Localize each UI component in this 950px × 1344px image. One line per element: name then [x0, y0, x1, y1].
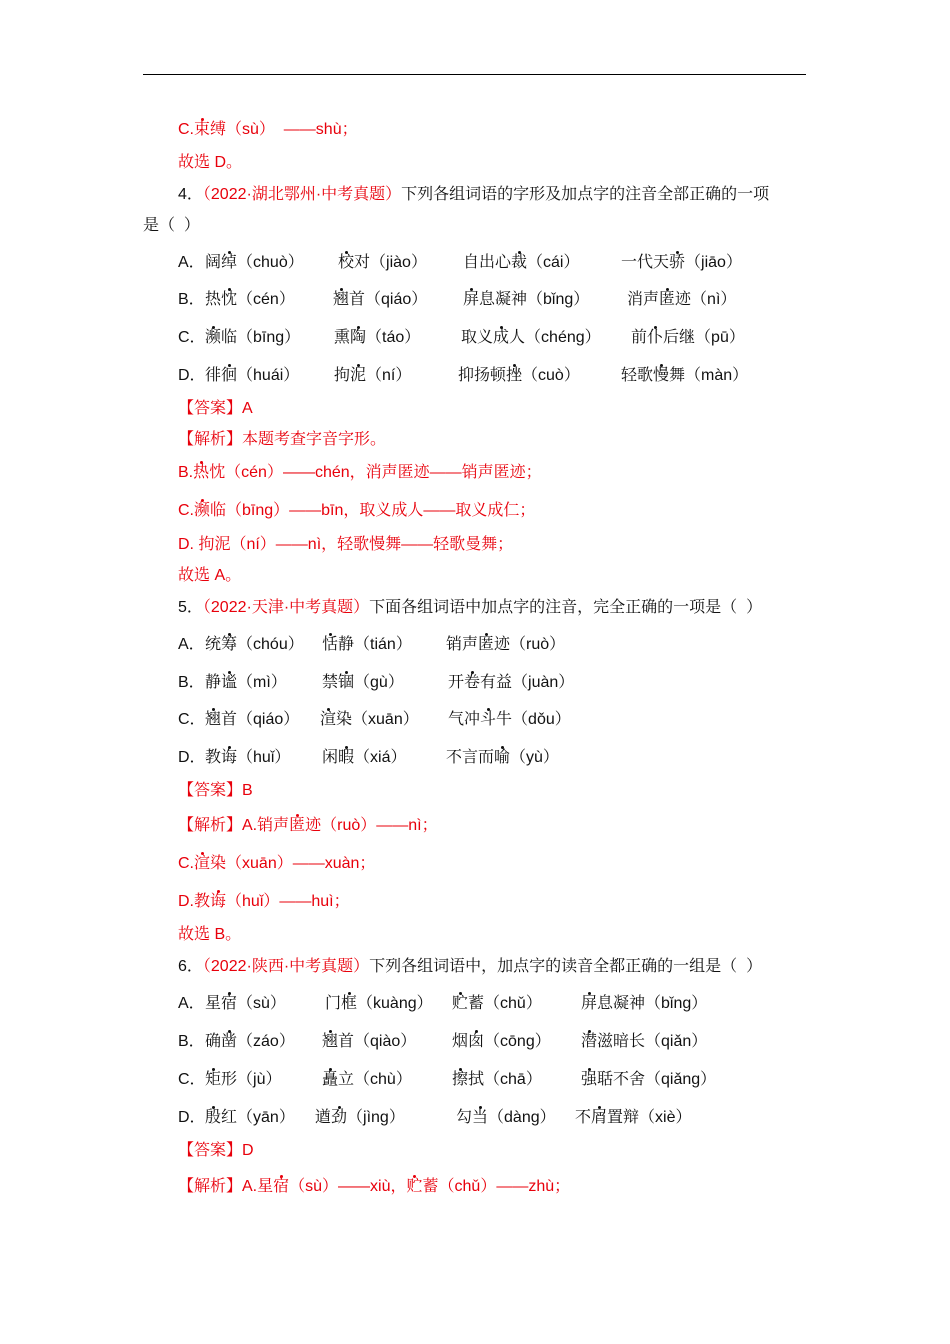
pinyin: （záo）	[237, 1033, 295, 1050]
emphasized-char: 强	[581, 1071, 598, 1088]
emphasized-char: 谧	[221, 674, 238, 691]
term-text: 后继	[663, 329, 696, 346]
pinyin: （táo）	[366, 329, 421, 346]
option-term	[205, 673, 287, 693]
emphasized-char: 热	[193, 464, 210, 481]
option-term	[205, 748, 290, 768]
question-4-conclusion	[178, 566, 241, 586]
question-6-answer	[178, 1141, 254, 1161]
term-text: 滋暗长	[597, 1033, 646, 1050]
text-segment: （sù）——xiù，	[289, 1178, 407, 1195]
emphasized-char: 渲	[320, 711, 337, 728]
term-text: 红	[221, 1109, 238, 1126]
pinyin: （cén）	[237, 291, 295, 308]
emphasized-char: 陶	[350, 329, 367, 346]
emphasized-char: 濒	[194, 502, 211, 519]
emphasized-char: 翘	[322, 1033, 339, 1050]
question-4-stem-continued-text: 是（ ）	[143, 217, 200, 234]
term-text: 蓄	[468, 995, 485, 1012]
question-6-option-a	[0, 994, 950, 1014]
pinyin: （qiáo）	[237, 711, 300, 728]
pinyin: （pū）	[695, 329, 745, 346]
term-text: 首	[349, 291, 366, 308]
option-term	[315, 1108, 405, 1128]
pinyin: （xiè）	[639, 1109, 692, 1126]
text-segment: 【解析】本题考查字音字形。	[178, 431, 387, 448]
term-text: 销声	[446, 636, 479, 653]
term-text: 不言而	[446, 749, 495, 766]
emphasized-char: 宿	[273, 1178, 290, 1195]
term-text: 勾	[456, 1109, 473, 1126]
term-text: 人	[509, 329, 526, 346]
text-segment: 缚（sù） ——shù；	[210, 121, 358, 138]
option-term	[452, 1032, 551, 1052]
text-segment: 蓄（chǔ）——zhù；	[422, 1178, 571, 1195]
pinyin: （kuàng）	[357, 995, 433, 1012]
pinyin: （tián）	[354, 636, 412, 653]
emphasized-char: 忱	[221, 291, 238, 308]
term-text: 气冲	[448, 711, 481, 728]
emphasized-char: 束	[194, 121, 211, 138]
text-segment: C.	[178, 502, 194, 519]
pinyin: （xiá）	[354, 749, 407, 766]
pinyin: （qiào）	[354, 1033, 417, 1050]
question-5-answer-text: 【答案】B	[178, 782, 253, 799]
term-text: 迹	[494, 636, 511, 653]
emphasized-char: 喻	[494, 749, 511, 766]
option-term	[461, 328, 601, 348]
term-text: 息凝神	[597, 995, 646, 1012]
question-4-answer	[178, 399, 253, 419]
emphasized-char: 矗	[322, 1071, 339, 1088]
pinyin: （nì）	[691, 291, 737, 308]
emphasized-char: 当	[472, 1109, 489, 1126]
emphasized-char: 诲	[221, 749, 238, 766]
term-text: 迹	[675, 291, 692, 308]
question-5-answer	[178, 781, 253, 801]
emphasized-char: 擦	[452, 1071, 469, 1088]
pinyin: （qiǎn）	[645, 1033, 708, 1050]
option-label: A．	[178, 636, 205, 653]
pinyin: （dǒu）	[512, 711, 571, 728]
pinyin: （cōng）	[484, 1033, 551, 1050]
term-text: 形	[221, 1071, 238, 1088]
question-4-analysis-line	[178, 463, 542, 483]
emphasized-char: 徊	[221, 367, 238, 384]
question-6-option-d	[0, 1108, 950, 1128]
pinyin: （cái）	[527, 254, 580, 271]
emphasized-char: 骄	[669, 254, 686, 271]
option-term	[581, 994, 707, 1014]
text-segment: C.	[178, 855, 194, 872]
option-term	[581, 1070, 716, 1090]
pinyin: （qiǎng）	[645, 1071, 717, 1088]
term-text: 烟	[452, 1033, 469, 1050]
option-label: B．	[178, 1033, 205, 1050]
text-segment: D.教	[178, 893, 211, 910]
term-text: 徘	[205, 367, 222, 384]
term-text: 不	[575, 1109, 592, 1126]
header-rule	[143, 74, 806, 75]
option-label: C．	[178, 329, 206, 346]
option-term	[575, 1108, 692, 1128]
emphasized-char: 贮	[452, 995, 469, 1012]
option-term	[325, 994, 433, 1014]
option-term	[463, 253, 580, 273]
pinyin: （chéng）	[525, 329, 601, 346]
question-6-option-b	[0, 1032, 950, 1052]
emphasized-char: 囱	[468, 1033, 485, 1050]
term-text: 星	[205, 995, 222, 1012]
emphasized-char: 挫	[506, 367, 523, 384]
option-term	[458, 366, 580, 386]
emphasized-char: 校	[338, 254, 355, 271]
option-label: D．	[178, 749, 206, 766]
pinyin: （bīng）	[237, 329, 301, 346]
option-label: C．	[178, 711, 206, 728]
emphasized-char: 成	[493, 329, 510, 346]
emphasized-char: 筹	[221, 636, 238, 653]
emphasized-char: 卷	[464, 674, 481, 691]
pinyin: （yù）	[510, 749, 559, 766]
question-4-stem	[178, 185, 769, 205]
pinyin: （huǐ）	[237, 749, 291, 766]
term-text: 染	[336, 711, 353, 728]
question-4-analysis-line	[178, 430, 386, 450]
question-5-option-c	[0, 710, 950, 730]
text-segment: C.	[178, 121, 194, 138]
emphasized-char: 殷	[205, 1109, 222, 1126]
emphasized-char: 诲	[210, 893, 227, 910]
term-text: 热	[205, 291, 222, 308]
question-number: 6．	[178, 958, 203, 975]
option-term	[456, 1108, 556, 1128]
term-text: 临	[221, 329, 238, 346]
term-text: 统	[205, 636, 222, 653]
option-label: D．	[178, 1109, 206, 1126]
term-text: 一代天	[621, 254, 670, 271]
term-text: 抑扬顿	[458, 367, 507, 384]
emphasized-char: 匿	[289, 817, 306, 834]
emphasized-char: 恬	[322, 636, 339, 653]
option-term	[205, 1070, 282, 1090]
question-5-conclusion	[178, 925, 241, 945]
emphasized-char: 劲	[331, 1109, 348, 1126]
text-segment: 染（xuān）——xuàn；	[210, 855, 376, 872]
question-4-option-d	[0, 366, 950, 386]
term-text: 开	[448, 674, 465, 691]
emphasized-char: 屑	[591, 1109, 608, 1126]
term-text: 前	[631, 329, 648, 346]
question-5-analysis-line	[178, 892, 350, 912]
pinyin: （bǐng）	[527, 291, 590, 308]
pinyin: （chuò）	[237, 254, 304, 271]
option-term	[322, 635, 412, 655]
emphasized-char: 翘	[333, 291, 350, 308]
pinyin: （gù）	[354, 674, 404, 691]
question-4-option-c	[0, 328, 950, 348]
text-segment: 【解析】A.星	[178, 1178, 274, 1195]
emphasized-char: 翘	[205, 711, 222, 728]
option-term	[205, 635, 304, 655]
text-segment: D. 拘泥（ní）——nì，轻歌慢舞——轻歌曼舞；	[178, 536, 514, 553]
pinyin: （màn）	[685, 367, 749, 384]
option-label: D．	[178, 367, 206, 384]
option-term	[452, 994, 542, 1014]
pinyin: （juàn）	[512, 674, 575, 691]
term-text: 消声	[627, 291, 660, 308]
question-6-stem	[178, 957, 762, 977]
question-5-analysis-line	[178, 816, 438, 836]
emphasized-char: 屏	[463, 291, 480, 308]
prev-conclusion-line	[178, 153, 242, 173]
pinyin: （jiāo）	[685, 254, 742, 271]
option-term	[448, 710, 571, 730]
emphasized-char: 慢	[653, 367, 670, 384]
pinyin: （jù）	[237, 1071, 282, 1088]
option-term	[320, 710, 419, 730]
option-term	[334, 366, 411, 386]
term-text: 闲	[322, 749, 339, 766]
term-text: 取义	[461, 329, 494, 346]
emphasized-char: 匿	[659, 291, 676, 308]
option-label: B．	[178, 674, 205, 691]
emphasized-char: 锢	[338, 674, 355, 691]
term-text: 置辩	[607, 1109, 640, 1126]
term-text: 静	[205, 674, 222, 691]
text-segment: B.	[178, 464, 194, 481]
term-text: 遒	[315, 1109, 332, 1126]
term-text: 禁	[322, 674, 339, 691]
pinyin: （dàng）	[488, 1109, 556, 1126]
term-text: 对	[354, 254, 371, 271]
option-term	[627, 290, 736, 310]
text-segment: 迹（ruò）——nì；	[305, 817, 438, 834]
emphasized-char: 裁	[511, 254, 528, 271]
term-text: 阔	[205, 254, 222, 271]
question-source: （2022·天津·中考真题）	[202, 599, 370, 616]
emphasized-char: 泥	[350, 367, 367, 384]
question-number: 5．	[178, 599, 203, 616]
question-source: （2022·湖北鄂州·中考真题）	[202, 186, 402, 203]
question-5-option-a	[0, 635, 950, 655]
emphasized-char: 渲	[194, 855, 211, 872]
question-6-option-c	[0, 1070, 950, 1090]
question-5-conclusion-text: 故选 B。	[178, 926, 242, 943]
option-term	[621, 366, 748, 386]
question-4-option-b	[0, 290, 950, 310]
term-text: 舞	[669, 367, 686, 384]
term-text: 息凝神	[479, 291, 528, 308]
option-term	[452, 1070, 542, 1090]
emphasized-char: 矩	[205, 1071, 222, 1088]
option-label: C．	[178, 1071, 206, 1088]
option-term	[205, 366, 299, 386]
option-term	[631, 328, 745, 348]
question-6-answer-text: 【答案】D	[178, 1142, 254, 1159]
emphasized-char: 濒	[205, 329, 222, 346]
question-4-analysis-line	[178, 501, 535, 521]
term-text: 确	[205, 1033, 222, 1050]
emphasized-char: 暇	[338, 749, 355, 766]
question-5-stem	[178, 598, 762, 618]
emphasized-char: 宿	[221, 995, 238, 1012]
pinyin: （ruò）	[510, 636, 566, 653]
question-stem-text: 下列各组词语的字形及加点字的注音全部正确的一项	[401, 186, 770, 203]
option-term	[446, 748, 559, 768]
term-text: 熏	[334, 329, 351, 346]
option-label: A．	[178, 995, 205, 1012]
option-term	[322, 748, 407, 768]
emphasized-char: 框	[341, 995, 358, 1012]
pinyin: （jìng）	[347, 1109, 405, 1126]
pinyin: （chā）	[484, 1071, 542, 1088]
term-text: 拭	[468, 1071, 485, 1088]
pinyin: （sù）	[237, 995, 286, 1012]
term-text: 首	[338, 1033, 355, 1050]
question-4-answer-text: 【答案】A	[178, 400, 253, 417]
term-text: 首	[221, 711, 238, 728]
emphasized-char: 仆	[647, 329, 664, 346]
question-5-option-d	[0, 748, 950, 768]
emphasized-char: 凿	[221, 1033, 238, 1050]
text-segment: （huǐ）——huì；	[226, 893, 350, 910]
pinyin: （mì）	[237, 674, 287, 691]
option-term	[205, 328, 300, 348]
option-term	[333, 290, 427, 310]
term-text: 教	[205, 749, 222, 766]
question-4-analysis-line	[178, 535, 513, 555]
option-label: B．	[178, 291, 205, 308]
option-term	[205, 253, 304, 273]
text-segment: 忱（cén）——chén，消声匿迹——销声匿迹；	[209, 464, 542, 481]
option-term	[581, 1032, 707, 1052]
option-term	[205, 1108, 295, 1128]
term-text: 聒不舍	[597, 1071, 646, 1088]
pinyin: （bǐng）	[645, 995, 708, 1012]
term-text: 自出心	[463, 254, 512, 271]
option-term	[448, 673, 574, 693]
pinyin: （chù）	[354, 1071, 412, 1088]
option-term	[205, 710, 299, 730]
option-term	[205, 290, 295, 310]
option-label: A．	[178, 254, 205, 271]
emphasized-char: 斗	[480, 711, 497, 728]
term-text: 立	[338, 1071, 355, 1088]
question-number: 4．	[178, 186, 203, 203]
question-5-option-b	[0, 673, 950, 693]
pinyin: （xuān）	[352, 711, 419, 728]
text-segment: 【解析】A.销声	[178, 817, 290, 834]
emphasized-char: 屏	[581, 995, 598, 1012]
text-segment: 临（bīng）——bīn，取义成人——取义成仁；	[210, 502, 536, 519]
question-4-stem-continued	[143, 216, 200, 236]
option-term	[463, 290, 589, 310]
term-text: 拘	[334, 367, 351, 384]
option-term	[205, 1032, 295, 1052]
pinyin: （huái）	[237, 367, 300, 384]
option-term	[322, 1070, 412, 1090]
question-6-analysis-line	[178, 1177, 570, 1197]
pinyin: （jiào）	[370, 254, 427, 271]
prev-correction-line	[178, 120, 358, 140]
question-stem-text: 下列各组词语中，加点字的读音全都正确的一组是（ ）	[369, 958, 763, 975]
option-term	[446, 635, 565, 655]
question-stem-text: 下面各组词语中加点字的注音，完全正确的一项是（ ）	[369, 599, 763, 616]
emphasized-char: 匿	[478, 636, 495, 653]
option-term	[621, 253, 742, 273]
pinyin: （cuò）	[522, 367, 580, 384]
prev-conclusion-line-text: 故选 D。	[178, 154, 243, 171]
option-term	[322, 1032, 416, 1052]
pinyin: （ní）	[366, 367, 412, 384]
emphasized-char: 绰	[221, 254, 238, 271]
question-5-analysis-line	[178, 854, 375, 874]
option-term	[322, 673, 404, 693]
option-term	[338, 253, 427, 273]
pinyin: （qiáo）	[365, 291, 428, 308]
question-4-option-a	[0, 253, 950, 273]
emphasized-char: 潜	[581, 1033, 598, 1050]
term-text: 静	[338, 636, 355, 653]
term-text: 轻歌	[621, 367, 654, 384]
question-source: （2022·陕西·中考真题）	[202, 958, 370, 975]
pinyin: （chóu）	[237, 636, 304, 653]
question-4-conclusion-text: 故选 A。	[178, 567, 242, 584]
term-text: 有益	[480, 674, 513, 691]
term-text: 门	[325, 995, 342, 1012]
term-text: 牛	[496, 711, 513, 728]
emphasized-char: 贮	[406, 1178, 423, 1195]
pinyin: （chǔ）	[484, 995, 542, 1012]
pinyin: （yān）	[237, 1109, 295, 1126]
option-term	[205, 994, 286, 1014]
option-term	[334, 328, 420, 348]
